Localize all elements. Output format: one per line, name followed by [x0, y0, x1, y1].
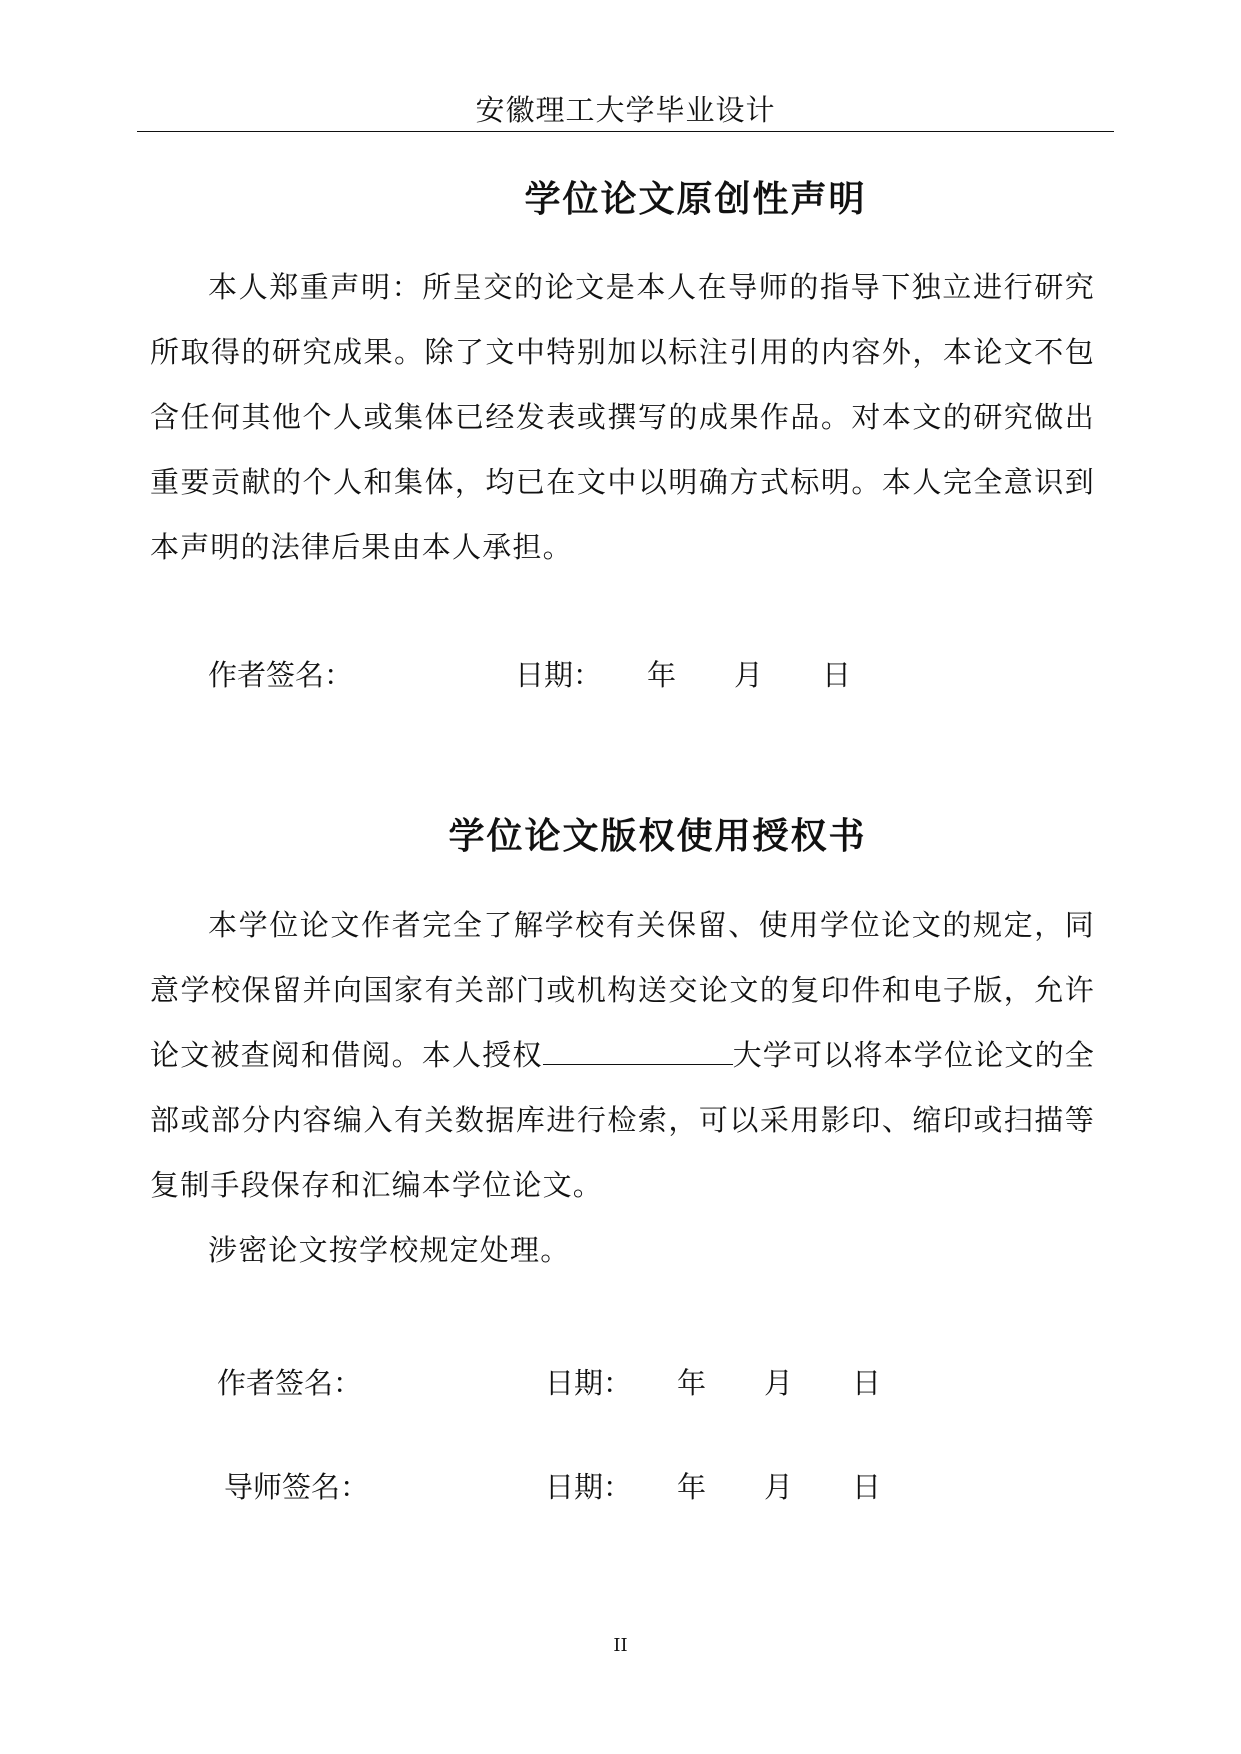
secret-note: 涉密论文按学校规定处理。 [208, 1233, 571, 1267]
copyright-author-signature-row [0, 1361, 1241, 1405]
copyright-paragraph-part1: 本学位论文作者完全了解学校有关保留、使用学位论文的规定，同意学校保留并向国家有关部门或机构送交论文的复印件和电子版，允许论文被查阅和借阅。本人授权 [150, 908, 1095, 1072]
day-label: 日 [852, 1366, 882, 1400]
month-label: 月 [734, 658, 764, 692]
year-label: 年 [647, 658, 677, 692]
author-signature-label: 作者签名： [217, 1366, 363, 1400]
university-name-blank[interactable] [543, 1038, 733, 1065]
originality-signature-row [0, 653, 1241, 697]
copyright-paragraph [150, 893, 1095, 1218]
date-label: 日期： [515, 658, 603, 692]
author-signature-label: 作者签名： [208, 658, 354, 692]
day-label: 日 [852, 1470, 882, 1504]
date-label: 日期： [545, 1470, 633, 1504]
page-header: 安徽理工大学毕业设计 [475, 93, 776, 127]
month-label: 月 [764, 1470, 794, 1504]
month-label: 月 [764, 1366, 794, 1400]
date-label: 日期： [545, 1366, 633, 1400]
originality-title: 学位论文原创性声明 [524, 179, 867, 220]
copyright-paragraph-part2: 大学可以将本学位论文的全部或部分内容编入有关数据库进行检索，可以采用影印、缩印或扫描等复制手段保存和汇编本学位论文。 [150, 1038, 1096, 1202]
year-label: 年 [677, 1366, 707, 1400]
copyright-title: 学位论文版权使用授权书 [448, 816, 867, 857]
header-rule [137, 131, 1114, 132]
copyright-advisor-signature-row [0, 1465, 1241, 1509]
year-label: 年 [677, 1470, 707, 1504]
advisor-signature-label: 导师签名： [224, 1470, 370, 1504]
originality-paragraph: 本人郑重声明：所呈交的论文是本人在导师的指导下独立进行研究所取得的研究成果。除了文中特别加以标注引用的内容外，本论文不包含任何其他个人或集体已经发表或撰写的成果作品。对本文的研究做出重要贡献的个人和集体，均已在文中以明确方式标明。本人完全意识到本声明的法律后果由本人承担。 [150, 270, 1095, 564]
day-label: 日 [822, 658, 852, 692]
page-number: II [613, 1635, 628, 1656]
